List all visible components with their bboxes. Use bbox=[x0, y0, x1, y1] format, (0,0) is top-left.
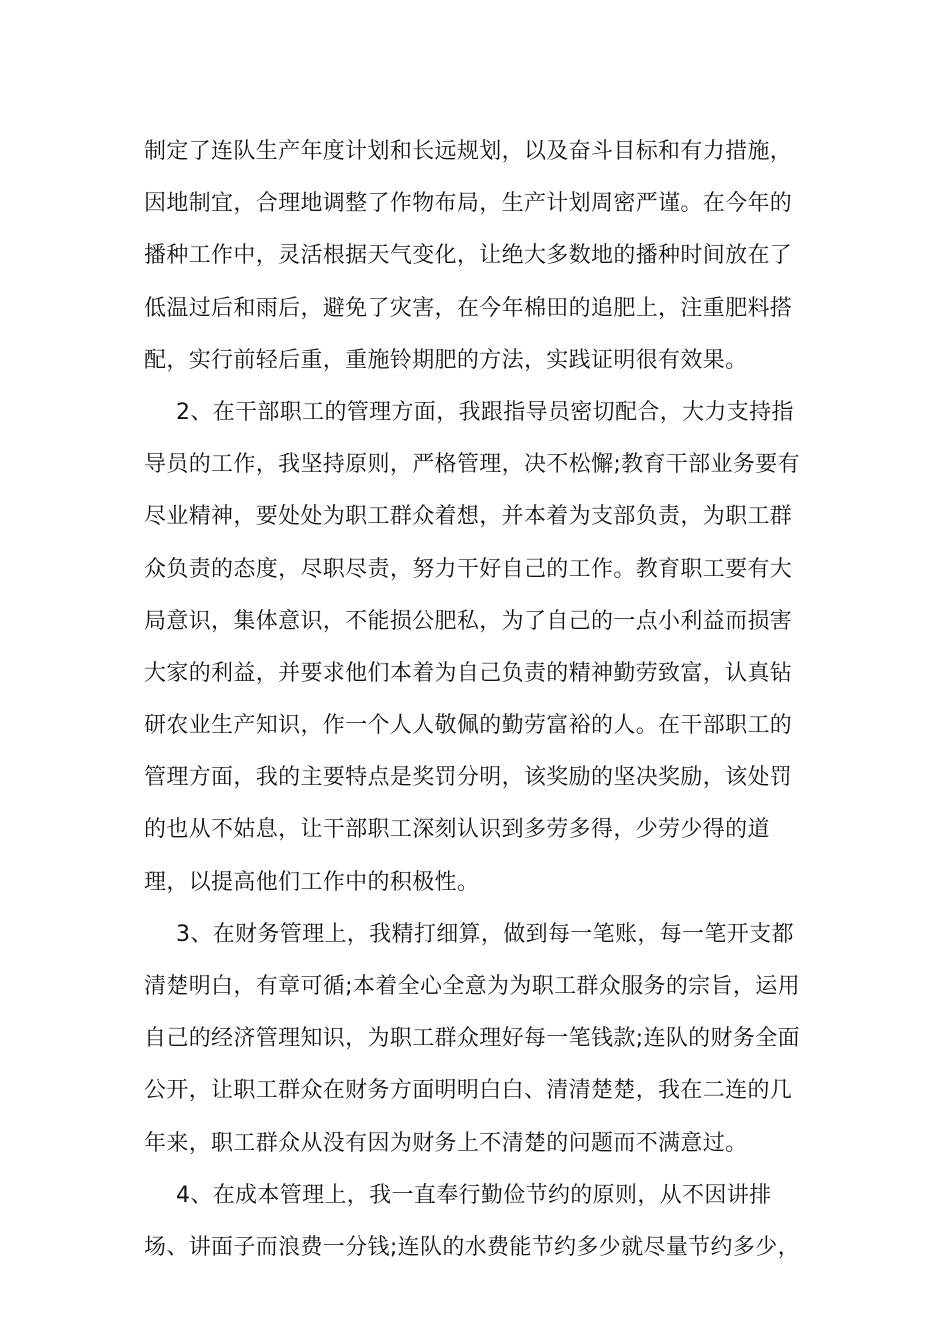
text-line: 大家的利益，并要求他们本着为自己负责的精神勤劳致富，认真钻 bbox=[144, 660, 793, 686]
text-line: 3、在财务管理上，我精打细算，做到每一笔账，每一笔开支都 bbox=[176, 921, 794, 947]
text-line: 研农业生产知识，作一个人人敬佩的勤劳富裕的人。在干部职工的 bbox=[144, 713, 793, 739]
text-line: 因地制宜，合理地调整了作物布局，生产计划周密严谨。在今年的 bbox=[144, 191, 793, 217]
text-line: 低温过后和雨后，避免了灾害，在今年棉田的追肥上，注重肥料搭 bbox=[144, 295, 793, 321]
text-line: 管理方面，我的主要特点是奖罚分明，该奖励的坚决奖励，该处罚 bbox=[144, 765, 793, 791]
text-line: 理，以提高他们工作中的积极性。 bbox=[144, 869, 480, 895]
body-text bbox=[144, 126, 814, 1274]
text-line: 自己的经济管理知识，为职工群众理好每一笔钱款;连队的财务全面 bbox=[144, 1026, 800, 1052]
text-line: 制定了连队生产年度计划和长远规划，以及奋斗目标和有力措施， bbox=[144, 139, 793, 164]
text-line: 场、讲面子而浪费一分钱;连队的水费能节约多少就尽量节约多少， bbox=[144, 1234, 800, 1260]
text-line: 的也从不姑息，让干部职工深刻认识到多劳多得，少劳少得的道 bbox=[144, 817, 770, 843]
text-line: 配，实行前轻后重，重施铃期肥的方法，实践证明很有效果。 bbox=[144, 347, 748, 373]
text-line: 4、在成本管理上，我一直奉行勤俭节约的原则，从不因讲排 bbox=[176, 1182, 772, 1208]
text-line: 众负责的态度，尽职尽责，努力干好自己的工作。教育职工要有大 bbox=[144, 556, 793, 582]
text-line: 公开，让职工群众在财务方面明明白白、清清楚楚，我在二连的几 bbox=[144, 1078, 793, 1104]
text-line: 局意识，集体意识，不能损公肥私，为了自己的一点小利益而损害 bbox=[144, 608, 793, 634]
text-line: 年来，职工群众从没有因为财务上不清楚的问题而不满意过。 bbox=[144, 1130, 748, 1156]
text-line: 2、在干部职工的管理方面，我跟指导员密切配合，大力支持指 bbox=[176, 399, 794, 425]
text-line: 导员的工作，我坚持原则，严格管理，决不松懈;教育干部业务要有 bbox=[144, 452, 800, 478]
text-line: 尽业精神，要处处为职工群众着想，并本着为支部负责，为职工群 bbox=[144, 504, 793, 530]
text-line: 播种工作中，灵活根据天气变化，让绝大多数地的播种时间放在了 bbox=[144, 243, 793, 269]
text-line: 清楚明白，有章可循;本着全心全意为为职工群众服务的宗旨，运用 bbox=[144, 974, 800, 999]
